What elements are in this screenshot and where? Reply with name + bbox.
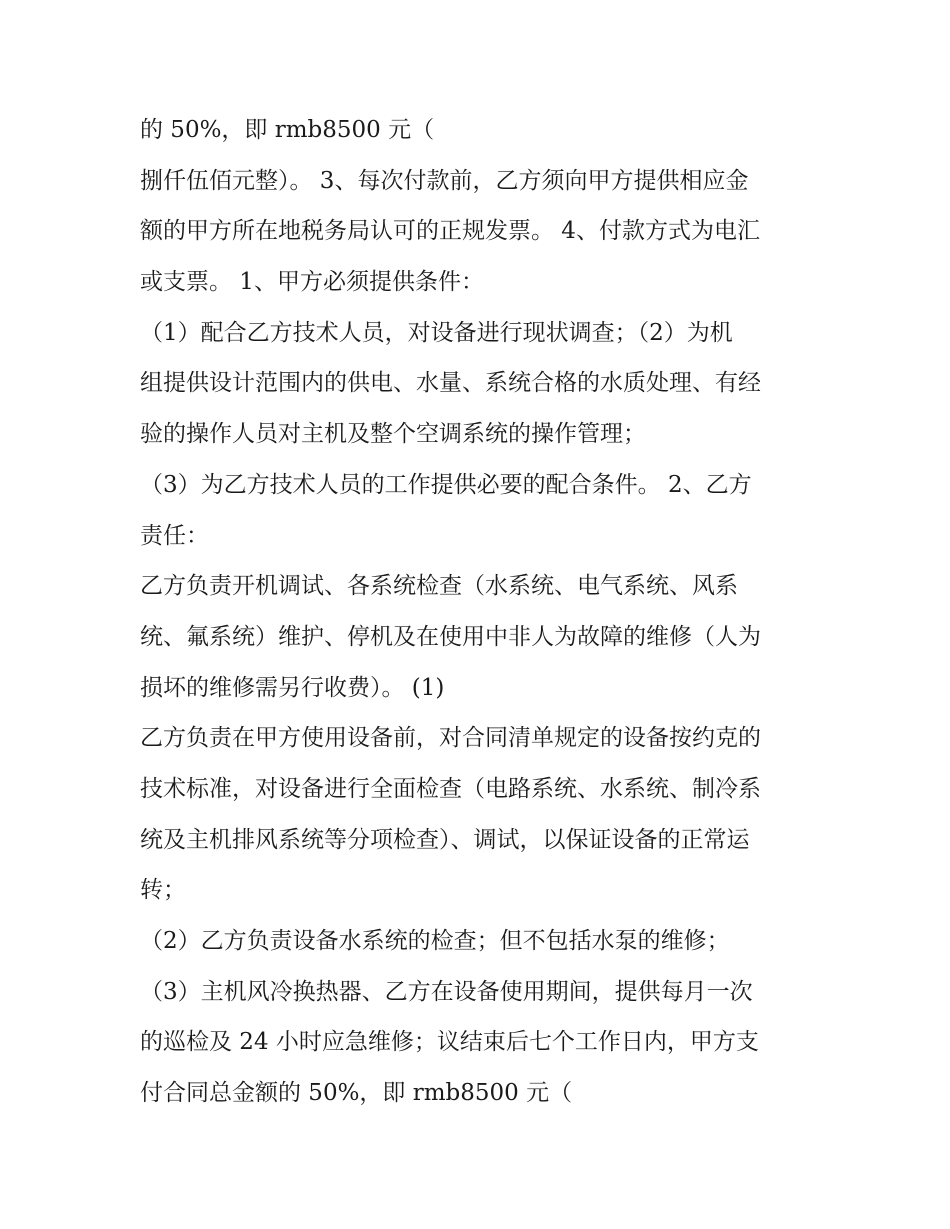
text-line: （3）主机风冷换热器、乙方在设备使用期间，提供每月一次 bbox=[140, 978, 753, 1005]
text-line: 验的操作人员对主机及整个空调系统的操作管理； bbox=[140, 421, 646, 448]
text-line: 转； bbox=[140, 877, 186, 904]
text-line: 乙方负责在甲方使用设备前，对合同清单规定的设备按约克的 bbox=[140, 725, 761, 752]
contract-text bbox=[140, 108, 830, 1122]
text-line: 的巡检及 24 小时应急维修；议结束后七个工作日内，甲方支 bbox=[140, 1029, 759, 1056]
text-line: 责任： bbox=[140, 522, 209, 549]
text-line: 统及主机排风系统等分项检查）、调试，以保证设备的正常运 bbox=[140, 826, 750, 853]
text-line: 付合同总金额的 50%，即 rmb8500 元（ bbox=[140, 1080, 573, 1107]
text-line: 技术标准，对设备进行全面检查（电路系统、水系统、制冷系 bbox=[140, 775, 761, 802]
text-line: 额的甲方所在地税务局认可的正规发票。 4、付款方式为电汇 bbox=[140, 218, 760, 245]
text-line: 损坏的维修需另行收费）。 (1) bbox=[140, 674, 445, 701]
text-line: 乙方负责开机调试、各系统检查（水系统、电气系统、风系 bbox=[140, 573, 738, 600]
text-line: （2）乙方负责设备水系统的检查；但不包括水泵的维修； bbox=[140, 928, 730, 954]
text-line: 捌仟伍佰元整）。 3、每次付款前，乙方须向甲方提供相应金 bbox=[140, 167, 749, 194]
text-line: 的 50%，即 rmb8500 元（ bbox=[140, 117, 435, 143]
text-line: 或支票。 1、甲方必须提供条件： bbox=[140, 269, 484, 296]
text-line: 组提供设计范围内的供电、水量、系统合格的水质处理、有经 bbox=[140, 370, 761, 397]
text-line: （1）配合乙方技术人员，对设备进行现状调查；（2）为机 bbox=[140, 319, 733, 346]
text-line: 统、氟系统）维护、停机及在使用中非人为故障的维修（人为 bbox=[140, 623, 761, 650]
text-line: （3）为乙方技术人员的工作提供必要的配合条件。 2、乙方 bbox=[140, 471, 752, 498]
